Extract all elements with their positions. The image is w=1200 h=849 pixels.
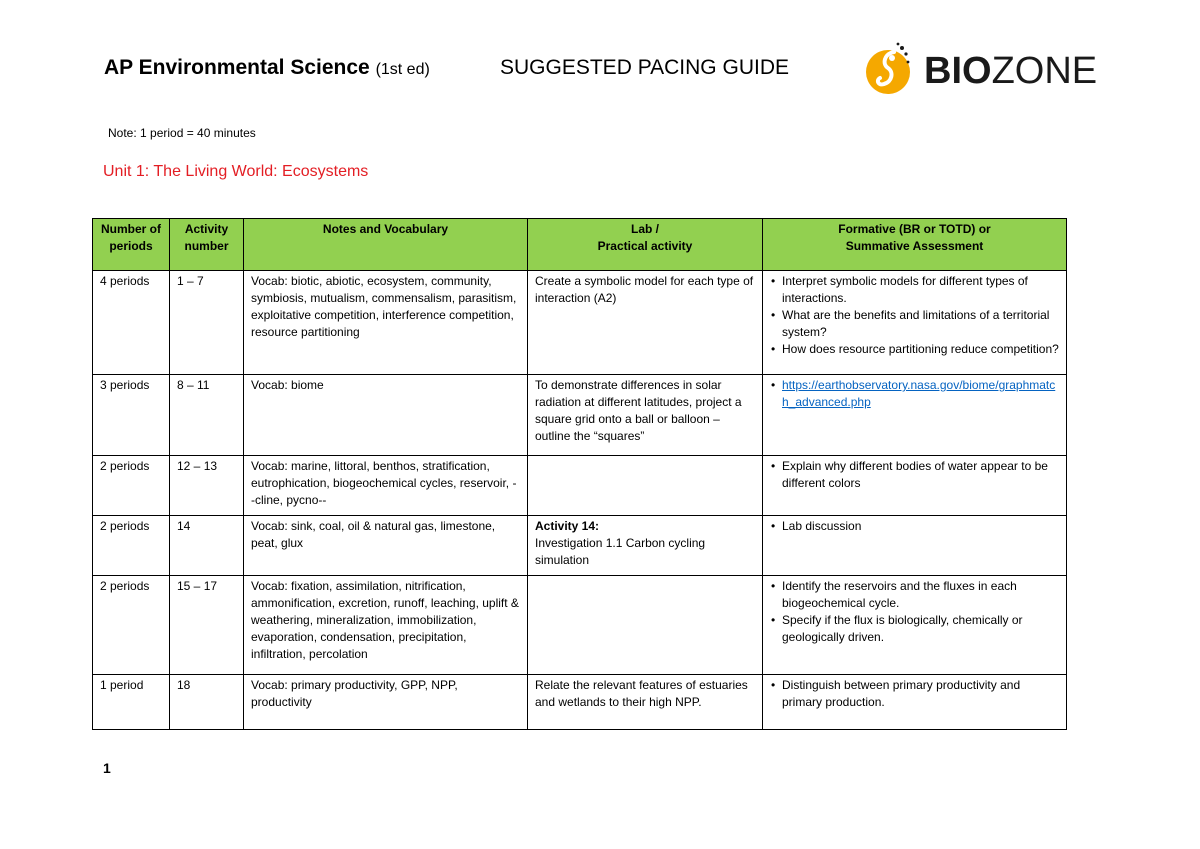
guide-title: SUGGESTED PACING GUIDE xyxy=(500,56,789,79)
cell-lab xyxy=(528,456,763,516)
cell-activity: 18 xyxy=(170,675,244,730)
document-title xyxy=(104,56,430,80)
cell-assessment xyxy=(763,576,1067,675)
cell-activity: 8 – 11 xyxy=(170,375,244,456)
cell-notes: Vocab: marine, littoral, benthos, stratification, eutrophication, biogeochemical cycles, reservoir, --cline, pycno-- xyxy=(244,456,528,516)
biozone-logo xyxy=(858,38,1098,102)
cell-activity: 1 – 7 xyxy=(170,271,244,375)
cell-assessment xyxy=(763,456,1067,516)
cell-assessment xyxy=(763,271,1067,375)
logo-regular-part: ZONE xyxy=(991,50,1098,92)
cell-notes: Vocab: sink, coal, oil & natural gas, limestone, peat, glux xyxy=(244,516,528,576)
assessment-item: • Identify the reservoirs and the fluxes in each biogeochemical cycle. xyxy=(782,578,1059,612)
cell-activity: 15 – 17 xyxy=(170,576,244,675)
logo-bold-part: BIO xyxy=(924,50,992,92)
lab-activity-label: Activity 14: xyxy=(535,519,600,533)
assessment-item: • Specify if the flux is biologically, chemically or geologically driven. xyxy=(782,612,1059,646)
cell-periods: 2 periods xyxy=(93,516,170,576)
cell-assessment xyxy=(763,675,1067,730)
cell-lab: Relate the relevant features of estuaries and wetlands to their high NPP. xyxy=(528,675,763,730)
cell-lab xyxy=(528,576,763,675)
cell-periods: 1 period xyxy=(93,675,170,730)
page-number: 1 xyxy=(103,760,111,776)
cell-assessment xyxy=(763,516,1067,576)
header-lab: Lab / Practical activity xyxy=(528,219,763,271)
header-activity: Activity number xyxy=(170,219,244,271)
page-header xyxy=(104,50,1104,96)
table-row xyxy=(93,456,1067,516)
assessment-item xyxy=(782,377,1059,411)
cell-periods: 2 periods xyxy=(93,456,170,516)
cell-activity: 12 – 13 xyxy=(170,456,244,516)
table-header-row xyxy=(93,219,1067,271)
course-title: AP Environmental Science xyxy=(104,56,370,79)
cell-notes: Vocab: biome xyxy=(244,375,528,456)
unit-title: Unit 1: The Living World: Ecosystems xyxy=(103,163,369,180)
logo-wordmark xyxy=(924,50,1097,93)
assessment-item: • Explain why different bodies of water appear to be different colors xyxy=(782,458,1059,492)
assessment-item: • How does resource partitioning reduce competition? xyxy=(782,341,1059,358)
header-periods: Number of periods xyxy=(93,219,170,271)
header-assessment: Formative (BR or TOTD) or Summative Assessment xyxy=(763,219,1067,271)
edition-label: (1st ed) xyxy=(375,61,430,78)
table-row xyxy=(93,576,1067,675)
table-row xyxy=(93,516,1067,576)
assessment-item: • Distinguish between primary productivity and primary production. xyxy=(782,677,1059,711)
cell-notes: Vocab: fixation, assimilation, nitrification, ammonification, excretion, runoff, leaching, uplift & weathering, mineralization, immobilization, evaporation, condensation, precipitation, infiltration, percolation xyxy=(244,576,528,675)
cell-notes: Vocab: primary productivity, GPP, NPP, productivity xyxy=(244,675,528,730)
pacing-table xyxy=(92,218,1067,730)
cell-activity: 14 xyxy=(170,516,244,576)
header-notes: Notes and Vocabulary xyxy=(244,219,528,271)
seahorse-logo-icon xyxy=(858,38,922,102)
assessment-item: • What are the benefits and limitations of a territorial system? xyxy=(782,307,1059,341)
table-row xyxy=(93,675,1067,730)
cell-periods: 4 periods xyxy=(93,271,170,375)
cell-lab xyxy=(528,516,763,576)
table-row xyxy=(93,271,1067,375)
period-note: Note: 1 period = 40 minutes xyxy=(108,126,256,140)
cell-periods: 2 periods xyxy=(93,576,170,675)
assessment-item: • Interpret symbolic models for different types of interactions. xyxy=(782,273,1059,307)
cell-notes: Vocab: biotic, abiotic, ecosystem, community, symbiosis, mutualism, commensalism, parasitism, exploitative competition, interference competition, resource partitioning xyxy=(244,271,528,375)
assessment-item: • Lab discussion xyxy=(782,518,1059,535)
cell-lab: To demonstrate differences in solar radiation at different latitudes, project a square grid onto a ball or balloon – outline the “squares” xyxy=(528,375,763,456)
cell-periods: 3 periods xyxy=(93,375,170,456)
lab-activity-text: Investigation 1.1 Carbon cycling simulation xyxy=(535,536,706,567)
cell-lab: Create a symbolic model for each type of interaction (A2) xyxy=(528,271,763,375)
table-row xyxy=(93,375,1067,456)
biome-graphmatch-link[interactable]: https://earthobservatory.nasa.gov/biome/graphmatch_advanced.php xyxy=(782,378,1056,409)
cell-assessment xyxy=(763,375,1067,456)
